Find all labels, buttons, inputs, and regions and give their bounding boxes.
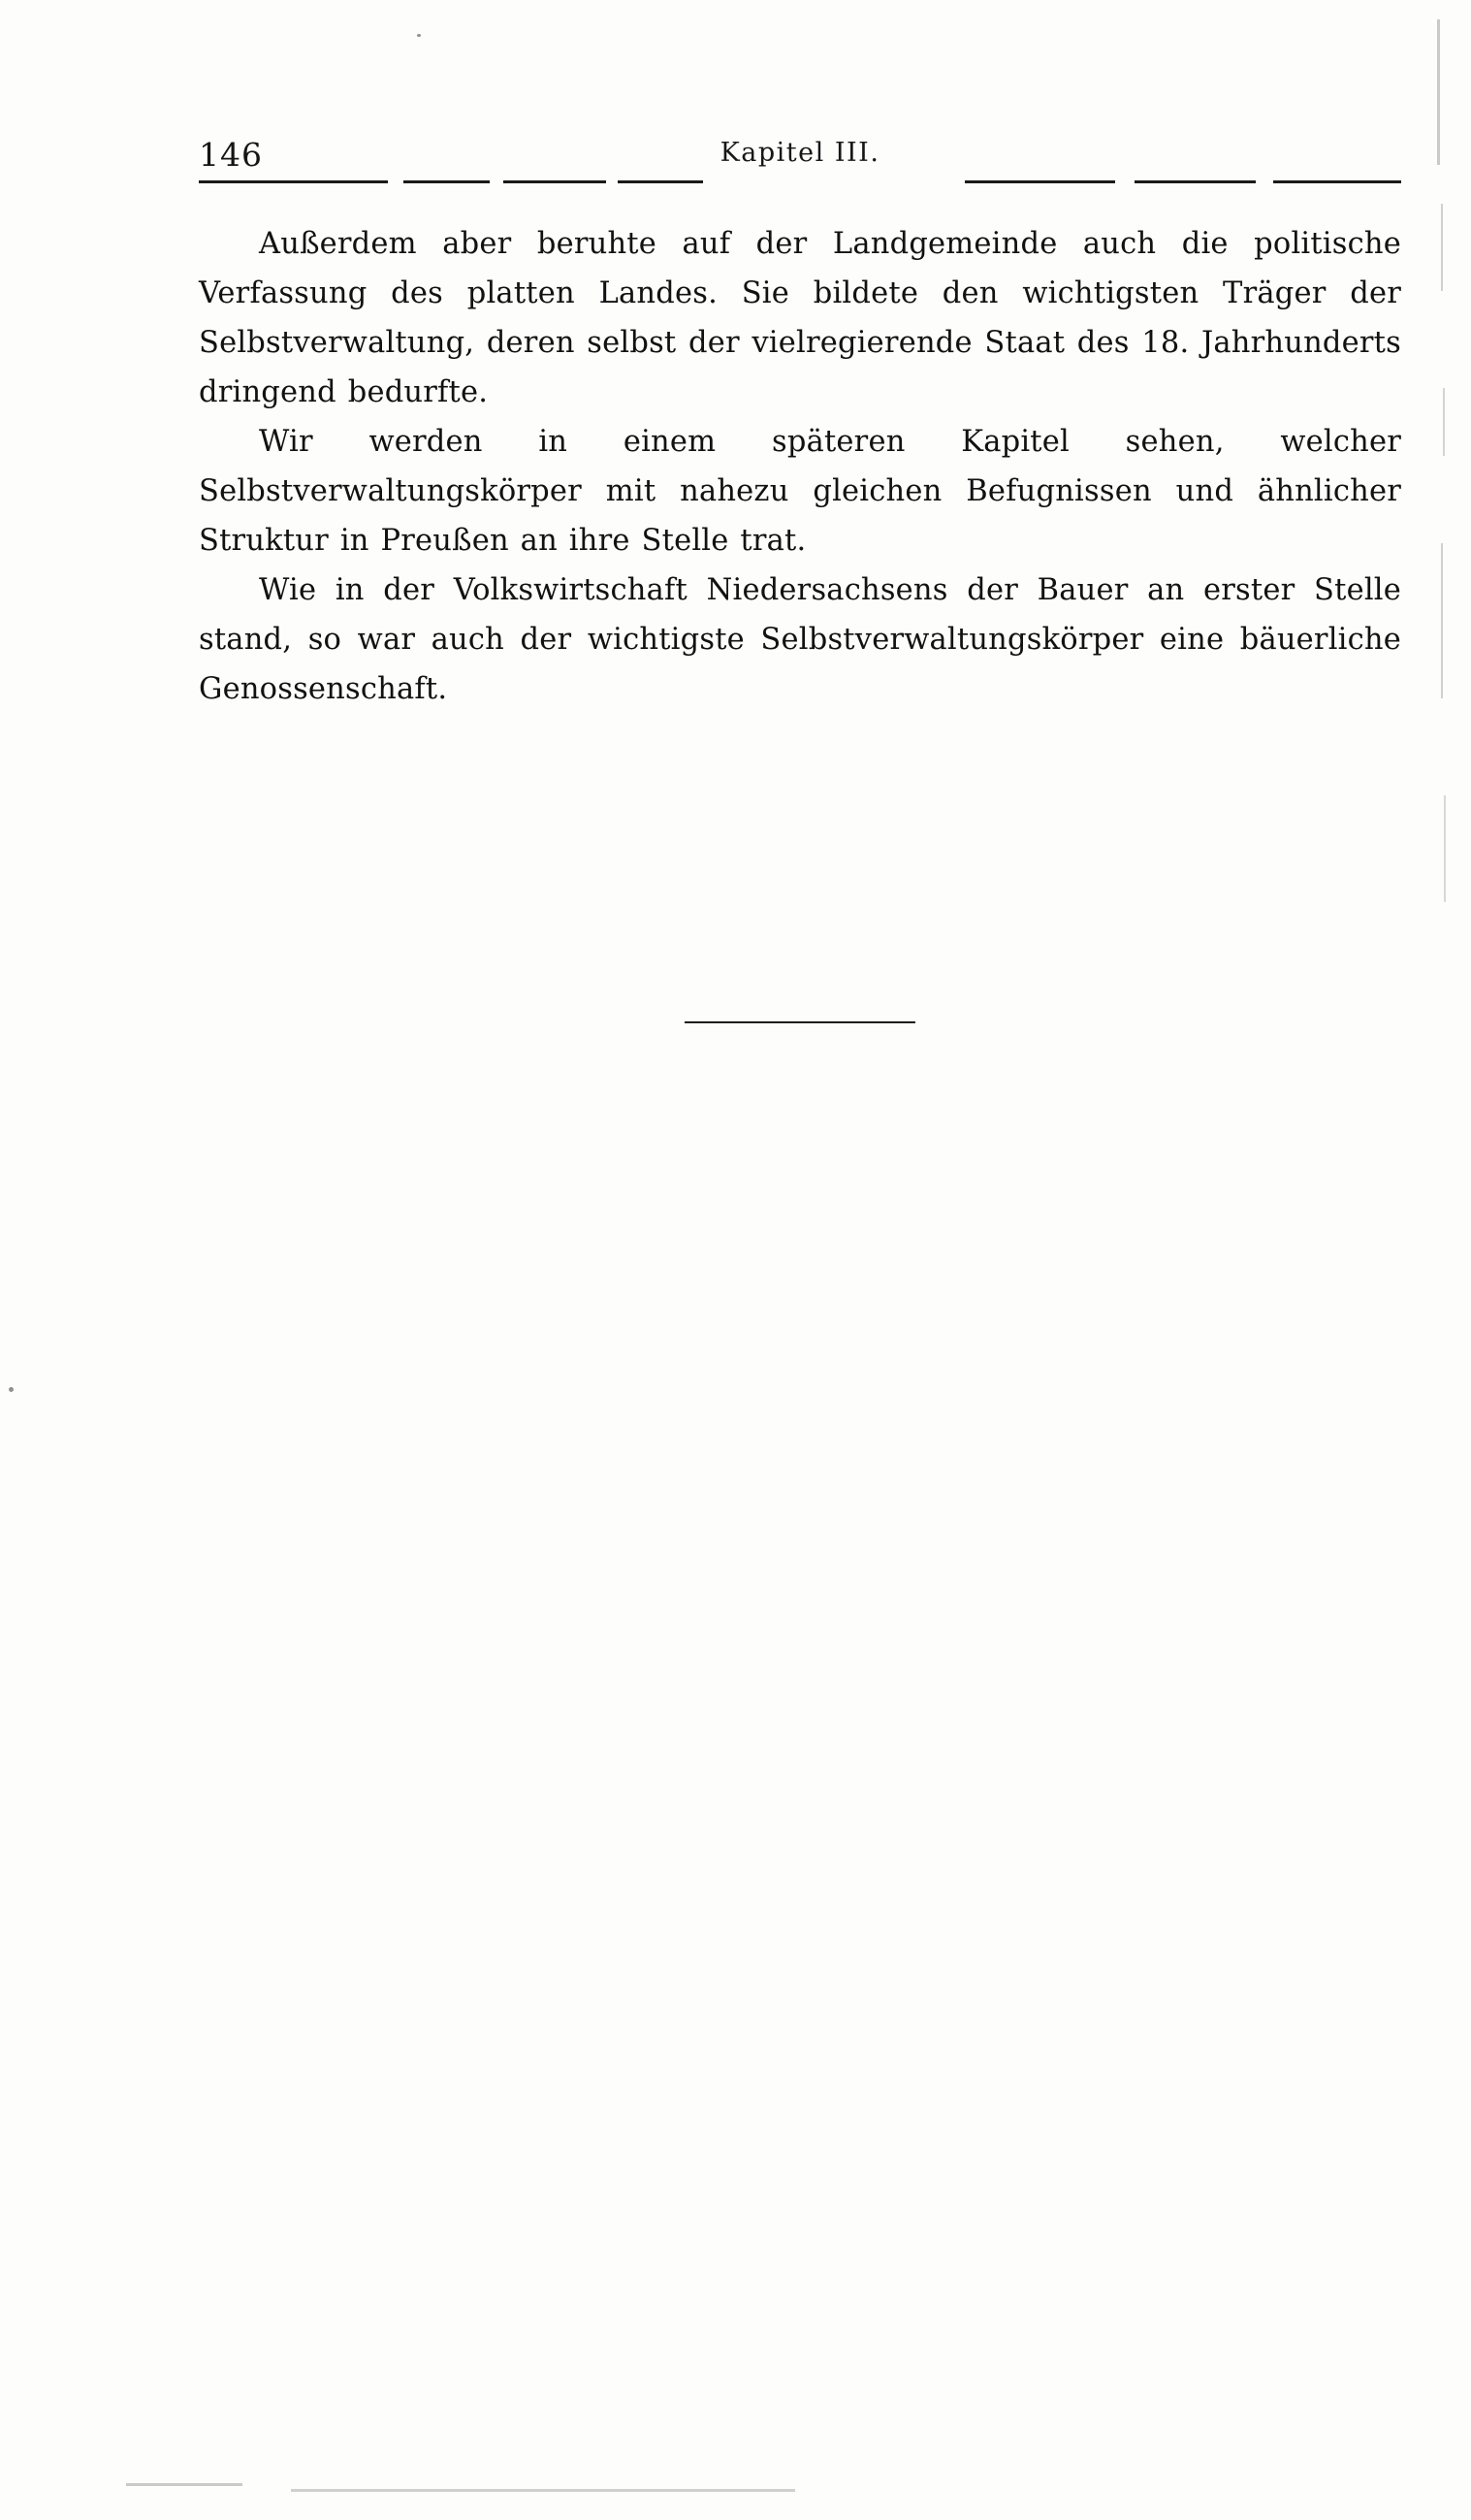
scan-edge-mark-top-right (1437, 19, 1440, 165)
paragraph-2: Wir werden in einem späteren Kapitel sehen, welcher Selbstverwaltungskörper mit nahezu gleichen Befugnissen und ähnlicher Struktur in Preußen an ihre Stelle trat. (199, 425, 1401, 558)
page-content (199, 126, 1401, 714)
chapter-title: Kapitel III. (720, 138, 880, 168)
header-rule-gap-5 (1115, 180, 1135, 184)
divider-rule (685, 1021, 915, 1023)
scan-edge-mark-right-lower (1441, 543, 1443, 698)
scan-edge-mark-bottom-left (126, 2483, 242, 2486)
scan-edge-mark-bottom-mid (291, 2489, 795, 2492)
header-rule-gap-4 (703, 180, 965, 184)
paragraph-3: Wie in der Volkswirtschaft Niedersachsens der Bauer an erster Stelle stand, so war auch der wichtigste Selbstverwaltungskörper eine bäuerliche Genossenschaft. (199, 573, 1401, 706)
scan-edge-mark-right-upper (1441, 204, 1443, 291)
scan-speckle-left-margin (9, 1387, 14, 1392)
header-rule-gap-3 (606, 180, 618, 184)
scan-edge-mark-right-bottom (1444, 795, 1446, 902)
running-head (199, 126, 1401, 186)
header-rule-gap-6 (1256, 180, 1273, 184)
header-rule-gap-1 (388, 180, 403, 184)
section-divider (199, 1009, 1401, 1027)
body-text (199, 219, 1401, 714)
scan-edge-mark-right-mid (1443, 388, 1445, 456)
page-number: 146 (199, 136, 263, 174)
header-rule-gap-2 (490, 180, 503, 184)
scan-speckle-top-margin (417, 34, 421, 37)
paragraph-1: Außerdem aber beruhte auf der Landgemeinde auch die politische Verfassung des platten Landes. Sie bildete den wichtigsten Träger der Selbstverwaltung, deren selbst der vielregierende Staat des 18. Jahrhunderts dringend bedurfte. (199, 227, 1401, 409)
